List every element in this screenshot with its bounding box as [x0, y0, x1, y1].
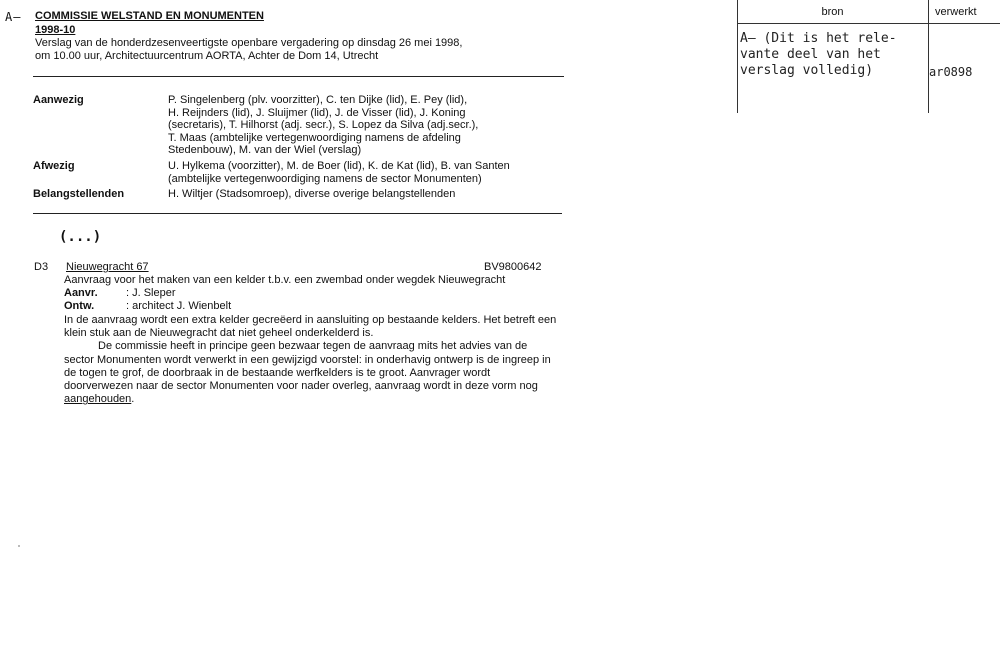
committee-title: COMMISSIE WELSTAND EN MONUMENTEN: [35, 10, 264, 22]
column-header-processed: verwerkt: [935, 6, 977, 18]
divider: [33, 213, 562, 214]
body-paragraph: [64, 340, 560, 406]
designer-value: : architect J. Wienbelt: [126, 300, 232, 312]
source-table: [737, 0, 1000, 113]
attendance-line: P. Singelenberg (plv. voorzitter), C. ten Dijke (lid), E. Pey (lid),: [168, 94, 468, 106]
final-period: .: [131, 393, 135, 406]
attendance-label: Afwezig: [33, 160, 75, 172]
report-line: Verslag van de honderdzesenveertigste openbare vergadering op dinsdag 26 mei 1998,: [35, 37, 463, 49]
attendance-line: Stedenbouw), M. van der Wiel (verslag): [168, 144, 362, 156]
section-marker: A—: [5, 10, 22, 24]
attendance-line: (ambtelijke vertegenwoordiging namens de sector Monumenten): [168, 172, 482, 185]
attendance-names: [168, 188, 568, 201]
decision-text: aangehouden: [64, 393, 132, 406]
applicant-value: : J. Sleper: [126, 287, 176, 299]
designer-label: Ontw.: [64, 300, 95, 312]
designer-row: [64, 300, 231, 312]
column-header-source: bron: [821, 6, 844, 18]
attendance-names: [168, 160, 568, 185]
report-line: om 10.00 uur, Architectuurcentrum AORTA, Achter de Dom 14, Utrecht: [35, 50, 379, 62]
attendance-names: [168, 94, 568, 157]
processed-code: ar0898: [929, 65, 973, 79]
attendance-label: Aanwezig: [33, 94, 84, 106]
attendance-line: T. Maas (ambtelijke vertegenwoordiging namens de afdeling: [168, 131, 461, 144]
meeting-reference: 1998-10: [35, 24, 76, 36]
agenda-item-body: [64, 314, 560, 406]
table-header-rule: [737, 23, 1000, 24]
divider: [33, 76, 564, 77]
advice-text: De commissie heeft in principe geen bezwaar tegen de aanvraag mits het advies van de sector Monumenten wordt verwerkt in een gewijzigd voorstel: in onderhavig ontwerp is de ingreep in de togen te grof, de doorbraak in de bestaande werfkelders is te groot. Aanvrager wordt doorverwezen naar de sector Monumenten voor nader overleg, aanvraag wordt in deze vorm nog: [64, 340, 551, 393]
source-note: A— (Dit is het rele- vante deel van het verslag volledig): [740, 31, 897, 78]
body-paragraph: In de aanvraag wordt een extra kelder gecreëerd in aansluiting op bestaande kelders. Het betreft een klein stuk aan de Nieuwegracht dat niet geheel onderkelderd is.: [64, 314, 557, 340]
attendance-line: U. Hylkema (voorzitter), M. de Boer (lid), K. de Kat (lid), B. van Santen: [168, 160, 510, 172]
agenda-item-address: Nieuwegracht 67: [66, 261, 149, 273]
attendance-label: Belangstellenden: [33, 188, 125, 200]
attendance-line: (secretaris), T. Hilhorst (adj. secr.), S. Lopez da Silva (adj.secr.),: [168, 119, 479, 131]
agenda-item-description: Aanvraag voor het maken van een kelder t.b.v. een zwembad onder wegdek Nieuwegracht: [64, 274, 506, 286]
attendance-line: H. Wiltjer (Stadsomroep), diverse overige belangstellenden: [168, 188, 456, 200]
applicant-label: Aanvr.: [64, 287, 98, 299]
attendance-line: H. Reijnders (lid), J. Sluijmer (lid), J. de Visser (lid), J. Koning: [168, 106, 466, 119]
table-border: [928, 0, 929, 113]
omission-marker: (...): [59, 229, 102, 245]
agenda-item-number: BV9800642: [484, 261, 542, 273]
report-header: [35, 37, 462, 63]
agenda-item-code: D3: [34, 261, 49, 273]
scan-speck: [18, 545, 20, 547]
applicant-row: [64, 287, 176, 299]
